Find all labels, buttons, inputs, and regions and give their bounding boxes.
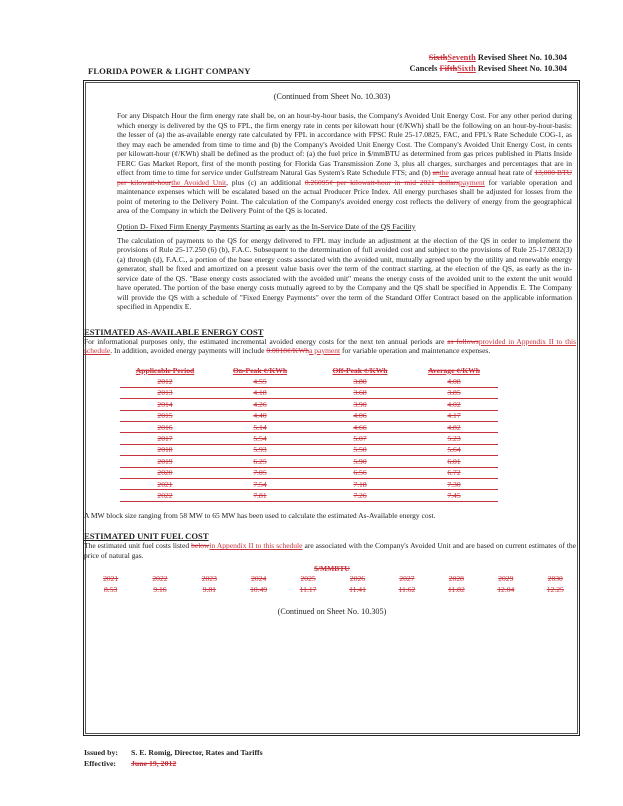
fuel-year-cell: 2026 — [349, 574, 366, 584]
fuel-year-cell: 2030 — [547, 574, 563, 584]
firm-energy-rate-paragraph — [84, 111, 580, 216]
table-row — [120, 444, 498, 455]
continued-from-note: (Continued from Sheet No. 10.303) — [273, 92, 391, 101]
fuel-cost-table — [86, 573, 580, 595]
table-cell: 2013 — [120, 387, 210, 398]
paragraph-text: For informational purposes only, the estimated incremental avoided energy costs for the next ten annual periods are — [84, 336, 448, 346]
table-cell: 4.02 — [410, 399, 498, 410]
table-cell: 5.50 — [310, 444, 410, 455]
table-cell: 3.85 — [410, 387, 498, 398]
table-cell: 7.26 — [310, 490, 410, 501]
column-header-average: Average ¢/KWh — [428, 365, 480, 375]
paragraph-text: for variable operation and maintenance expenses which will be escalated based on the actual Producer Price Index. All energy purchases shall be adjusted for losses from the point of metering to the Delivery Point. The calculation of the Company's avoided energy cost reflects the delivery of energy from the geographical area of the Company in which the Delivery Point of the QS is located. — [117, 177, 572, 215]
table-cell: 2020 — [120, 467, 210, 478]
table-cell: 7.81 — [210, 490, 310, 501]
fuel-year-cell: 2022 — [152, 574, 168, 584]
fuel-year-cell: 2023 — [201, 574, 217, 584]
company-name: FLORIDA POWER & LIGHT COMPANY — [88, 66, 251, 76]
table-cell: 5.64 — [410, 444, 498, 455]
fuel-value-cell: 11.17 — [299, 585, 317, 595]
table-cell: 5.54 — [210, 433, 310, 444]
sheet-body — [84, 92, 580, 616]
as-available-cost-paragraph — [84, 337, 580, 356]
issued-by-value: S. E. Romig, Director, Rates and Tariffs — [131, 748, 263, 757]
option-d-heading: Option D- Fixed Firm Energy Payments Starting as early as the In-Service Date of the QS Facility — [117, 221, 416, 231]
table-cell: 3.68 — [310, 387, 410, 398]
deleted-text: an — [432, 168, 440, 177]
fuel-value-cell: 11.41 — [349, 585, 366, 595]
table-cell: 4.55 — [210, 376, 310, 387]
table-cell: 5.14 — [210, 421, 310, 432]
paragraph-text: for variable operation and maintenance expenses. — [340, 346, 491, 355]
table-cell: 4.06 — [310, 410, 410, 421]
deleted-text: 0.26095¢ per kilowatt-hour in mid 2021 dollars — [304, 177, 459, 187]
table-cell: 2021 — [120, 478, 210, 489]
column-header-period: Applicable Period — [135, 365, 195, 375]
table-cell: 2012 — [120, 376, 210, 387]
issued-by-label: Issued by: — [84, 748, 119, 757]
table-cell: 4.82 — [410, 421, 498, 432]
paragraph-text: average annual heat rate of — [448, 168, 535, 177]
table-cell: 2017 — [120, 433, 210, 444]
cancels-prefix: Cancels — [409, 64, 440, 73]
unit-fuel-cost-paragraph — [84, 541, 580, 560]
table-cell: 4.08 — [410, 376, 498, 387]
effective-label: Effective: — [84, 759, 117, 768]
table-cell: 7.05 — [210, 467, 310, 478]
paragraph-text: . In addition, avoided energy payments will include — [110, 346, 267, 355]
table-header-row — [120, 365, 498, 376]
deleted-text: Fifth — [439, 64, 458, 73]
table-cell: 4.66 — [310, 421, 410, 432]
fuel-value-cell: 12.25 — [546, 585, 564, 595]
table-row — [120, 490, 498, 501]
inserted-text: provided in Appendix II to this schedule — [84, 336, 576, 355]
inserted-text: Sixth — [457, 64, 476, 73]
table-cell: 5.93 — [210, 444, 310, 455]
table-cell: 7.18 — [310, 478, 410, 489]
fuel-year-cell: 2028 — [448, 574, 464, 584]
table-row — [120, 399, 498, 410]
inserted-text: a payment — [309, 346, 341, 355]
fuel-value-cell: 10.49 — [250, 585, 268, 595]
table-row — [120, 410, 498, 421]
fuel-year-cell: 2025 — [300, 574, 316, 584]
inserted-text: Seventh — [447, 53, 476, 62]
issued-by-line — [84, 747, 263, 758]
column-header-on-peak: On-Peak ¢/KWh — [232, 365, 288, 375]
table-cell: 2015 — [120, 410, 210, 421]
revised-sheet-text: Revised Sheet No. 10.304 — [475, 53, 567, 62]
fuel-value-cell: 11.62 — [398, 585, 416, 595]
deleted-text: 13,000 BTU per kilowatt-hour — [117, 168, 572, 187]
avoided-energy-cost-table — [120, 365, 498, 502]
fixed-energy-payments-paragraph: The calculation of payments to the QS for energy delivered to FPL may include an adjustment at the election of the QS in order to implement the provisions of Rule 25-17.250 (6) (b), F.A.C. Subsequent to the determination of full avoided cost and subject to the provisions of Rule 25-17.0832(3) (a) through (d), F.A.C., a portion of the base energy costs associated with the avoided unit, mutually agreed upon by the utility and renewable energy generator, shall be fixed and amortized on a present value basis over the term of the contract starting, at the election of the QS, as early as the in-service date of the QS. "Base energy costs associated with the avoided unit" means the energy costs of the avoided unit to the extent the unit would have operated. The portion of the base energy costs mutually agreed to by the Company and the QS shall be specified in Appendix E. The Company will provide the QS with a schedule of "Fixed Energy Payments" over the term of the Standard Offer Contract based on the applicable information specified in Appendix E. — [117, 235, 572, 311]
table-cell: 7.45 — [410, 490, 498, 501]
as-available-cost-heading: ESTIMATED AS-AVAILABLE ENERGY COST — [84, 326, 264, 337]
deleted-text: Sixth — [428, 53, 448, 62]
fuel-year-cell: 2027 — [399, 574, 415, 584]
fuel-cost-unit-label: $/MMBTU — [314, 564, 350, 574]
cancels-sheet-line — [409, 63, 567, 74]
sheet-revision-header — [409, 52, 567, 74]
table-cell: 7.54 — [210, 478, 310, 489]
deleted-text: 0.0018¢/KWh — [266, 346, 310, 355]
fuel-value-cell: 11.82 — [447, 585, 465, 595]
fuel-value-cell: 9.16 — [153, 585, 167, 595]
cancels-sheet-text: Revised Sheet No. 10.304 — [475, 64, 567, 73]
paragraph-text: The estimated unit fuel costs listed — [84, 541, 192, 551]
inserted-text: the Avoided Unit — [171, 177, 227, 187]
table-cell: 5.90 — [310, 456, 410, 467]
column-header-off-peak: Off-Peak ¢/KWh — [332, 365, 388, 375]
fuel-year-cell: 2029 — [498, 574, 514, 584]
table-cell: 2016 — [120, 421, 210, 432]
table-row — [120, 421, 498, 432]
table-cell: 3.90 — [310, 399, 410, 410]
table-cell: 2018 — [120, 444, 210, 455]
table-cell: 2014 — [120, 399, 210, 410]
fuel-values-row — [86, 584, 580, 595]
table-cell: 4.18 — [210, 387, 310, 398]
inserted-text: the — [439, 168, 449, 177]
effective-line — [84, 758, 263, 769]
table-cell: 6.01 — [410, 456, 498, 467]
inserted-text: in Appendix II to this schedule — [209, 541, 303, 551]
table-cell: 6.72 — [410, 467, 498, 478]
continued-on-note: (Continued on Sheet No. 10.305) — [277, 607, 387, 617]
mw-block-size-note: A MW block size ranging from 58 MW to 65 MW has been used to calculate the estimated As-Available energy cost. — [84, 510, 436, 520]
table-cell: 2019 — [120, 456, 210, 467]
paragraph-text: , plus (c) an additional — [226, 177, 305, 187]
table-cell: 6.56 — [310, 467, 410, 478]
table-cell: 2022 — [120, 490, 210, 501]
table-cell: 6.25 — [210, 456, 310, 467]
effective-date: June 19, 2012 — [131, 759, 177, 768]
table-cell: 5.23 — [410, 433, 498, 444]
fuel-value-cell: 9.81 — [202, 585, 216, 595]
table-row — [120, 456, 498, 467]
inserted-text: payment — [458, 177, 485, 187]
table-row — [120, 467, 498, 478]
paragraph-text: are associated with the Company's Avoided Unit and are based on current estimates of the price of natural gas. — [84, 541, 576, 560]
unit-fuel-cost-heading: ESTIMATED UNIT FUEL COST — [84, 531, 209, 542]
fuel-year-cell: 2021 — [103, 574, 119, 584]
revised-sheet-line — [409, 52, 567, 63]
table-row — [120, 433, 498, 444]
fuel-value-cell: 12.04 — [497, 585, 515, 595]
table-cell: 4.17 — [410, 410, 498, 421]
table-row — [120, 376, 498, 387]
paragraph-text: For any Dispatch Hour the firm energy rate shall be, on an hour-by-hour basis, the Company's Avoided Unit Energy Cost. For any other period during which energy is delivered by the QS to FPL, the firm energy rate in cents per kilowatt hour (¢/KWh) shall be the following on an hour-by-hour-basis: the lesser of (a) the as-available energy rate calculated by FPL in accordance with FPSC Rule 25-17.0825, FAC, and FPL's Rate Schedule COG-1, as they may each be amended from time to time and (b) the Company's Avoided Unit Energy Cost. The Company's Avoided Unit Energy Cost, in cents per kilowatt-hour (¢/KWh) shall be defined as the product of: (a) the fuel price in $/mmBTU as determined from gas prices published in Platts Inside FERC Gas Market Report, first of the month posting for Florida Gas Transmission Zone 3, plus all charges, surcharges and percentages that are in effect from time to time for service under Gulfstream Natural Gas System's Rate Schedule FTS; and (b) — [117, 111, 572, 177]
table-cell: 4.26 — [210, 399, 310, 410]
deleted-text: as follows — [447, 336, 479, 346]
fuel-value-cell: 8.53 — [104, 585, 118, 595]
table-row — [120, 478, 498, 489]
table-cell: 3.80 — [310, 376, 410, 387]
fuel-years-row — [86, 573, 580, 584]
table-cell: 5.07 — [310, 433, 410, 444]
deleted-text: below — [191, 541, 210, 551]
table-row — [120, 387, 498, 398]
sheet-footer — [84, 747, 263, 769]
table-cell: 4.40 — [210, 410, 310, 421]
table-cell: 7.30 — [410, 478, 498, 489]
fuel-year-cell: 2024 — [251, 574, 267, 584]
